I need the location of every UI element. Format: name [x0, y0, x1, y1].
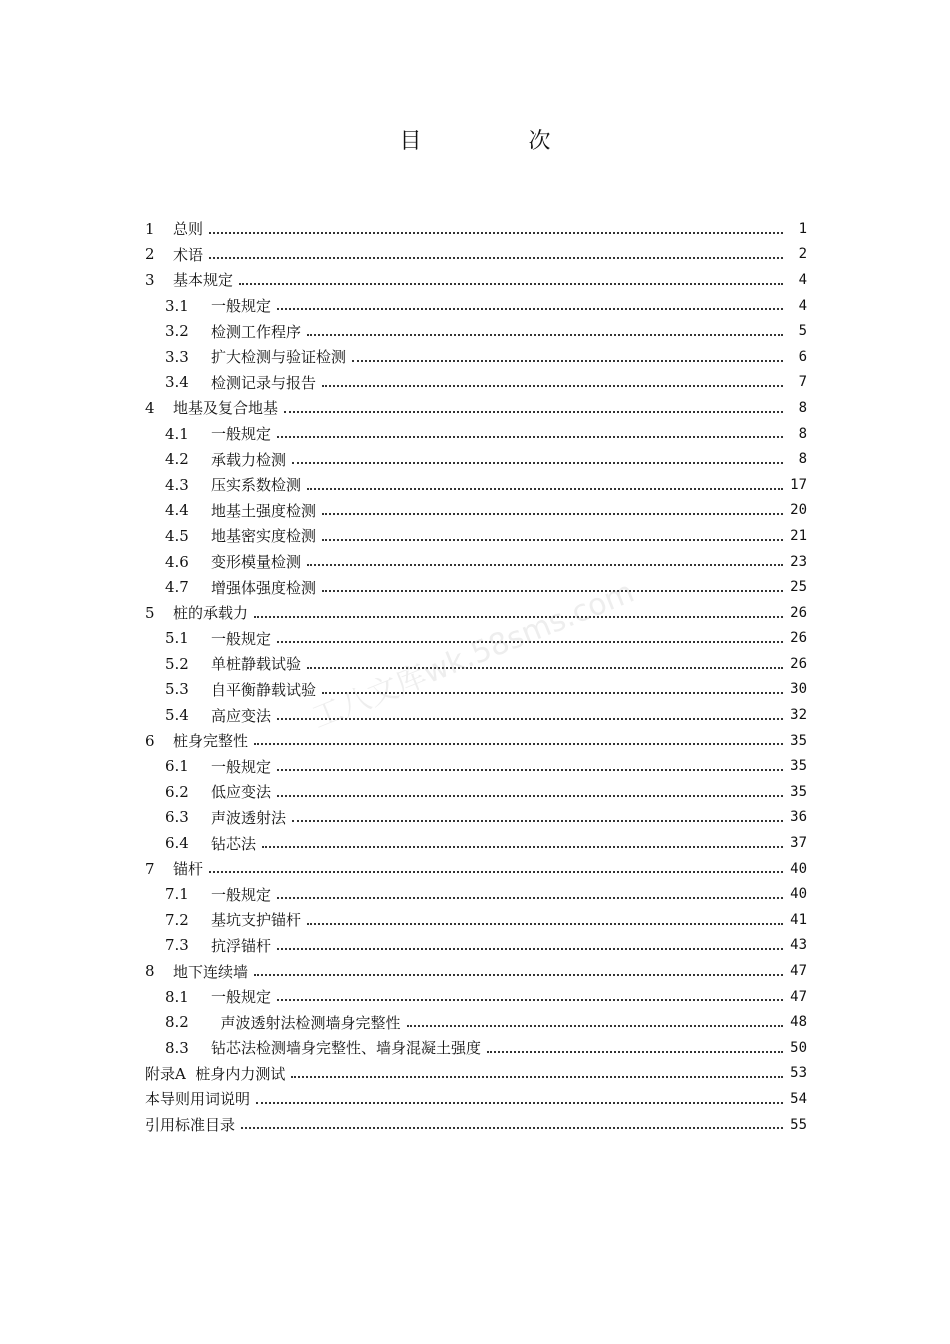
toc-entry-number: 7.3 — [165, 936, 189, 955]
toc-entry[interactable] — [145, 318, 807, 344]
toc-entry-page-number: 23 — [790, 553, 807, 570]
dot-leader — [277, 947, 783, 950]
toc-entry[interactable] — [145, 907, 807, 933]
toc-entry-label: 一般规定 — [211, 885, 272, 904]
toc-entry-number: 7 — [145, 859, 155, 878]
watermark: 工八文库wk.58sms.com — [307, 574, 640, 736]
toc-entry-number: 4.7 — [165, 578, 189, 597]
toc-entry[interactable] — [145, 805, 807, 831]
toc-entry-label: 基本规定 — [173, 271, 234, 290]
toc-entry-number: 7.2 — [165, 910, 189, 929]
dot-leader — [209, 231, 783, 234]
toc-entry-number: 6 — [145, 731, 155, 750]
toc-entry[interactable] — [145, 958, 807, 984]
toc-entry-page-number: 48 — [790, 1014, 807, 1031]
toc-entry-page-number: 41 — [790, 911, 807, 928]
toc-entry-label: 声波透射法 — [211, 808, 287, 827]
toc-entry-page-number: 40 — [790, 860, 807, 877]
dot-leader — [209, 870, 783, 873]
toc-entry[interactable] — [145, 600, 807, 626]
toc-entry-number: 3.3 — [165, 347, 189, 366]
toc-entry-number: 4 — [145, 398, 155, 417]
toc-entry-label: 一般规定 — [211, 988, 272, 1007]
toc-entry-label: 单桩静载试验 — [211, 655, 302, 674]
toc-entry-label: 变形模量检测 — [211, 553, 302, 572]
table-of-contents — [145, 216, 807, 1137]
toc-entry[interactable] — [145, 549, 807, 575]
dot-leader — [307, 563, 783, 566]
toc-entry-number: 8 — [145, 962, 155, 981]
dot-leader — [277, 896, 783, 899]
toc-entry-page-number: 47 — [790, 988, 807, 1005]
toc-entry-number: 6.4 — [165, 834, 189, 853]
toc-entry[interactable] — [145, 753, 807, 779]
toc-entry-page-number: 2 — [798, 246, 807, 263]
toc-entry[interactable] — [145, 344, 807, 370]
toc-entry-page-number: 40 — [790, 886, 807, 903]
toc-entry-number: 3.2 — [165, 322, 189, 341]
dot-leader — [352, 359, 783, 362]
dot-leader — [487, 1050, 783, 1053]
toc-entry-label: 自平衡静载试验 — [211, 680, 317, 699]
toc-entry-label: 地基密实度检测 — [211, 527, 317, 546]
dot-leader — [277, 307, 783, 310]
toc-entry-page-number: 54 — [790, 1090, 807, 1107]
toc-entry-number: 5.4 — [165, 706, 189, 725]
toc-entry-number: 4.4 — [165, 501, 189, 520]
toc-entry-label: 检测记录与报告 — [211, 373, 317, 392]
toc-entry-page-number: 32 — [790, 707, 807, 724]
toc-entry-label: 检测工作程序 — [211, 322, 302, 341]
toc-entry-number: 4.6 — [165, 552, 189, 571]
toc-entry[interactable] — [145, 1009, 807, 1035]
toc-entry-page-number: 7 — [798, 374, 807, 391]
toc-entry-label: 地基及复合地基 — [173, 399, 279, 418]
toc-entry[interactable] — [145, 830, 807, 856]
dot-leader — [322, 538, 783, 541]
toc-entry[interactable] — [145, 446, 807, 472]
toc-entry[interactable] — [145, 472, 807, 498]
toc-entry[interactable] — [145, 933, 807, 959]
toc-entry-label: 地基土强度检测 — [211, 501, 317, 520]
toc-entry-label: 总则 — [173, 220, 204, 239]
dot-leader — [292, 461, 783, 464]
toc-entry-number: 8.3 — [165, 1038, 189, 1057]
toc-entry-label: 抗浮锚杆 — [211, 936, 272, 955]
toc-entry-page-number: 21 — [790, 527, 807, 544]
toc-entry[interactable] — [145, 242, 807, 268]
toc-entry-label: 桩身完整性 — [173, 732, 249, 751]
toc-entry[interactable] — [145, 216, 807, 242]
toc-entry[interactable] — [145, 1112, 807, 1138]
toc-entry[interactable] — [145, 267, 807, 293]
toc-entry-page-number: 26 — [790, 604, 807, 621]
toc-entry-number: 5.1 — [165, 629, 189, 648]
toc-entry-page-number: 5 — [798, 323, 807, 340]
dot-leader — [254, 742, 783, 745]
toc-entry-number: 3 — [145, 270, 155, 289]
toc-entry[interactable] — [145, 574, 807, 600]
dot-leader — [254, 615, 783, 618]
toc-entry[interactable] — [145, 293, 807, 319]
toc-entry-page-number: 35 — [790, 783, 807, 800]
dot-leader — [277, 640, 783, 643]
toc-entry-label: 承载力检测 — [211, 450, 287, 469]
dot-leader — [307, 922, 783, 925]
toc-entry-number: 7.1 — [165, 885, 189, 904]
toc-entry-label: 引用标准目录 — [145, 1116, 236, 1135]
toc-entry-page-number: 26 — [790, 630, 807, 647]
toc-entry-label: 一般规定 — [211, 425, 272, 444]
page-title: 目 次 — [399, 129, 601, 154]
toc-entry-number: 2 — [145, 245, 155, 264]
toc-entry[interactable] — [145, 498, 807, 524]
toc-entry-label: 钻芯法 — [211, 834, 257, 853]
dot-leader — [407, 1024, 783, 1027]
toc-entry-number: 5.3 — [165, 680, 189, 699]
toc-entry-page-number: 43 — [790, 937, 807, 954]
toc-entry[interactable] — [145, 395, 807, 421]
toc-entry-page-number: 55 — [790, 1116, 807, 1133]
toc-entry[interactable] — [145, 702, 807, 728]
toc-entry-page-number: 20 — [790, 502, 807, 519]
toc-entry-label: 一般规定 — [211, 297, 272, 316]
toc-entry-page-number: 8 — [798, 399, 807, 416]
toc-entry-label: 扩大检测与验证检测 — [211, 348, 347, 367]
dot-leader — [277, 435, 783, 438]
toc-entry-page-number: 17 — [790, 476, 807, 493]
toc-entry-number: 8.1 — [165, 987, 189, 1006]
toc-entry-number: 8.2 — [165, 1013, 189, 1032]
toc-entry[interactable] — [145, 1035, 807, 1061]
dot-leader — [322, 589, 783, 592]
toc-entry-page-number: 4 — [798, 297, 807, 314]
dot-leader — [277, 998, 783, 1001]
toc-entry-page-number: 30 — [790, 681, 807, 698]
dot-leader — [241, 1126, 783, 1129]
dot-leader — [307, 333, 783, 336]
toc-entry-label: 桩的承载力 — [173, 604, 249, 623]
dot-leader — [256, 1101, 783, 1104]
toc-entry[interactable] — [145, 677, 807, 703]
toc-entry-label: 附录A 桩身内力测试 — [145, 1064, 286, 1083]
dot-leader — [284, 410, 783, 413]
dot-leader — [322, 384, 783, 387]
toc-entry-number: 4.5 — [165, 526, 189, 545]
toc-entry-number: 6.1 — [165, 757, 189, 776]
toc-entry-number: 5.2 — [165, 654, 189, 673]
toc-entry[interactable] — [145, 1086, 807, 1112]
toc-entry-page-number: 35 — [790, 758, 807, 775]
toc-entry[interactable] — [145, 523, 807, 549]
dot-leader — [292, 819, 783, 822]
toc-entry[interactable] — [145, 421, 807, 447]
toc-entry-number: 3.4 — [165, 373, 189, 392]
toc-entry-page-number: 36 — [790, 809, 807, 826]
toc-entry-label: 高应变法 — [211, 706, 272, 725]
toc-entry-number: 1 — [145, 219, 155, 238]
toc-entry-page-number: 26 — [790, 655, 807, 672]
toc-entry-number: 6.3 — [165, 808, 189, 827]
toc-entry-label: 声波透射法检测墙身完整性 — [211, 1013, 401, 1032]
toc-entry[interactable] — [145, 370, 807, 396]
toc-entry-label: 基坑支护锚杆 — [211, 911, 302, 930]
toc-entry-label: 压实系数检测 — [211, 476, 302, 495]
dot-leader — [277, 768, 783, 771]
toc-entry-number: 3.1 — [165, 296, 189, 315]
toc-entry-page-number: 50 — [790, 1039, 807, 1056]
toc-entry-page-number: 35 — [790, 732, 807, 749]
toc-entry-label: 钻芯法检测墙身完整性、墙身混凝土强度 — [211, 1039, 482, 1058]
dot-leader — [307, 666, 783, 669]
dot-leader — [277, 717, 783, 720]
toc-entry-page-number: 53 — [790, 1065, 807, 1082]
toc-entry[interactable] — [145, 1061, 807, 1087]
toc-entry-label: 增强体强度检测 — [211, 578, 317, 597]
toc-entry-page-number: 25 — [790, 579, 807, 596]
dot-leader — [239, 282, 783, 285]
toc-entry-label: 术语 — [173, 245, 204, 264]
toc-entry-label: 地下连续墙 — [173, 962, 249, 981]
toc-entry-page-number: 1 — [798, 220, 807, 237]
toc-entry-label: 一般规定 — [211, 629, 272, 648]
toc-entry[interactable] — [145, 651, 807, 677]
toc-entry-label: 本导则用词说明 — [145, 1090, 251, 1109]
toc-entry-label: 锚杆 — [173, 860, 204, 879]
dot-leader — [277, 794, 783, 797]
toc-entry-page-number: 4 — [798, 271, 807, 288]
toc-entry[interactable] — [145, 856, 807, 882]
toc-entry-number: 4.2 — [165, 450, 189, 469]
toc-entry-number: 4.3 — [165, 475, 189, 494]
toc-entry-page-number: 47 — [790, 963, 807, 980]
dot-leader — [307, 487, 783, 490]
toc-entry-page-number: 6 — [798, 348, 807, 365]
toc-entry[interactable] — [145, 984, 807, 1010]
dot-leader — [262, 845, 783, 848]
toc-entry-page-number: 37 — [790, 835, 807, 852]
toc-entry[interactable] — [145, 626, 807, 652]
dot-leader — [322, 512, 783, 515]
toc-entry-number: 6.2 — [165, 782, 189, 801]
dot-leader — [209, 256, 783, 259]
toc-entry[interactable] — [145, 779, 807, 805]
toc-entry-page-number: 8 — [798, 425, 807, 442]
toc-entry-label: 一般规定 — [211, 757, 272, 776]
toc-entry-label: 低应变法 — [211, 783, 272, 802]
dot-leader — [254, 973, 783, 976]
dot-leader — [322, 691, 783, 694]
toc-entry[interactable] — [145, 881, 807, 907]
toc-entry-number: 5 — [145, 603, 155, 622]
toc-entry-page-number: 8 — [798, 451, 807, 468]
toc-entry-number: 4.1 — [165, 424, 189, 443]
toc-entry[interactable] — [145, 728, 807, 754]
dot-leader — [291, 1075, 783, 1078]
